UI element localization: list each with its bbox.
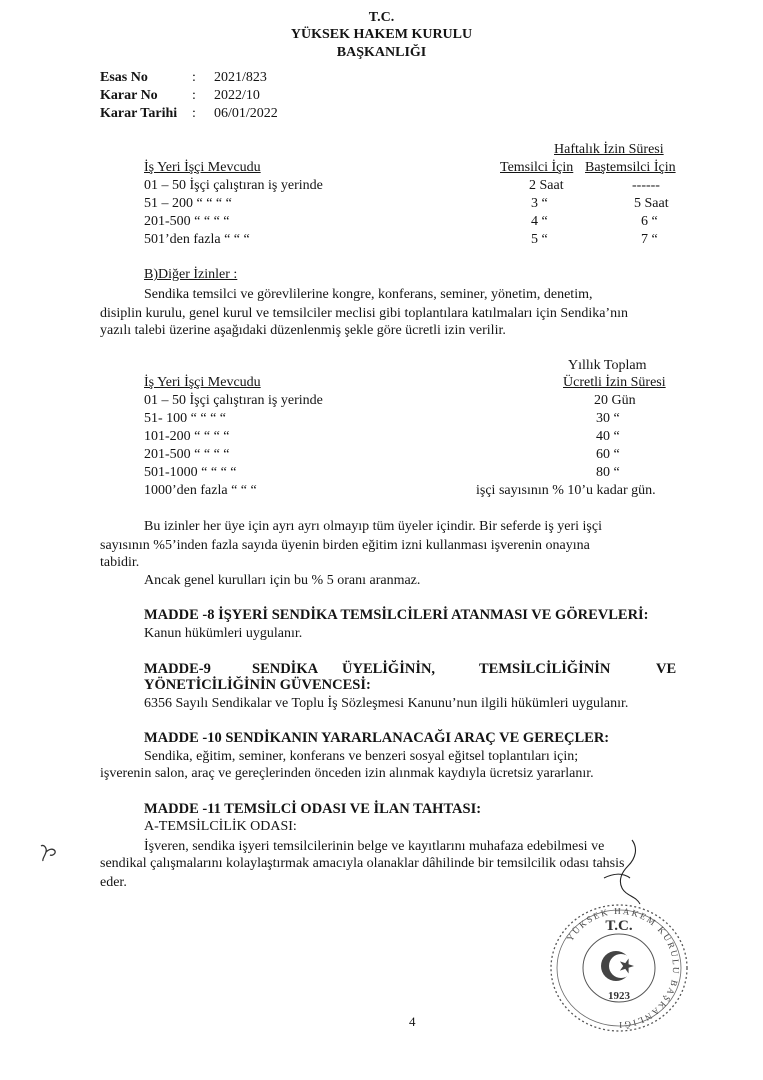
- page-number: 4: [409, 1014, 416, 1029]
- leave-notes-line3: tabidir.: [100, 555, 140, 570]
- article-9-w3: ÜYELİĞİNİN,: [342, 661, 436, 677]
- header-presidency: BAŞKANLIĞI: [336, 45, 427, 60]
- meta-label-karar: Karar No: [100, 88, 158, 103]
- table1-row4-workers: 501’den fazla “ “ “: [144, 232, 250, 247]
- table1-row4-rep: 5 “: [531, 232, 548, 247]
- leave-notes-line1: Bu izinler her üye için ayrı ayrı olmayıp tüm üyeler içindir. Bir seferde iş yeri işçi: [144, 519, 602, 534]
- table1-col-workers: İş Yeri İşçi Mevcudu: [144, 160, 261, 175]
- article-11-subtitle: A-TEMSİLCİLİK ODASI:: [144, 819, 297, 834]
- article-11-line2: sendikal çalışmalarını kolaylaştırmak amacıyla olanaklar dâhilinde bir temsilcilik odası tahsis: [100, 856, 625, 871]
- table2-row5-days: 80 “: [596, 465, 620, 480]
- official-stamp: [546, 900, 692, 1036]
- table2-row1-workers: 01 – 50 İşçi çalıştıran iş yerinde: [144, 393, 323, 408]
- handwritten-mark-icon: [38, 842, 60, 864]
- table1-row1-workers: 01 – 50 İşçi çalıştıran iş yerinde: [144, 178, 323, 193]
- article-11-title: MADDE -11 TEMSİLCİ ODASI VE İLAN TAHTASI:: [144, 801, 482, 817]
- article-9-body: 6356 Sayılı Sendikalar ve Toplu İş Sözleşmesi Kanunu’nun ilgili hükümleri uygulanır.: [144, 696, 629, 711]
- meta-label-tarih: Karar Tarihi: [100, 106, 178, 121]
- article-8-body: Kanun hükümleri uygulanır.: [144, 626, 303, 641]
- table2-header-bottom: Ücretli İzin Süresi: [563, 375, 666, 390]
- other-leaves-line1: Sendika temsilci ve görevlilerine kongre, konferans, seminer, yönetim, denetim,: [144, 287, 593, 302]
- table1-col-head-representative: Baştemsilci İçin: [585, 160, 676, 175]
- table2-row6-workers: 1000’den fazla “ “ “: [144, 483, 257, 498]
- table1-row2-head: 5 Saat: [634, 196, 669, 211]
- table1-row2-workers: 51 – 200 “ “ “ “: [144, 196, 232, 211]
- table2-row4-workers: 201-500 “ “ “ “: [144, 447, 230, 462]
- stamp-tc-text: T.C.: [605, 918, 633, 934]
- table2-row5-workers: 501-1000 “ “ “ “: [144, 465, 237, 480]
- article-9-w4: TEMSİLCİLİĞİNİN: [479, 661, 611, 677]
- article-9-w1: MADDE-9: [144, 661, 211, 677]
- header-institution: YÜKSEK HAKEM KURULU: [290, 27, 473, 42]
- table1-row3-rep: 4 “: [531, 214, 548, 229]
- table2-row3-days: 40 “: [596, 429, 620, 444]
- other-leaves-title: [144, 267, 237, 283]
- meta-value-karar: 2022/10: [214, 88, 260, 103]
- table2-row1-days: 20 Gün: [594, 393, 636, 408]
- article-10-line2: işverenin salon, araç ve gereçlerinden önceden izin alınmak kaydıyla ücretsiz yararlanır.: [100, 766, 594, 781]
- article-9-w5: VE: [656, 661, 677, 677]
- table1-row1-rep: 2 Saat: [529, 178, 564, 193]
- leave-notes-line2: sayısının %5’inden fazla sayıda üyenin birden eğitim izni kullanması işverenin onayına: [100, 538, 590, 553]
- table2-row4-days: 60 “: [596, 447, 620, 462]
- table2-row2-days: 30 “: [596, 411, 620, 426]
- table1-row2-rep: 3 “: [531, 196, 548, 211]
- article-9-w2: SENDİKA: [252, 661, 319, 677]
- table1-group-header: Haftalık İzin Süresi: [554, 142, 664, 157]
- article-8-title: MADDE -8 İŞYERİ SENDİKA TEMSİLCİLERİ ATANMASI VE GÖREVLERİ:: [144, 607, 649, 623]
- other-leaves-line2: disiplin kurulu, genel kurul ve temsilciler meclisi gibi toplantılara katılmaları için Sendika’nın: [100, 306, 628, 321]
- table2-header-top: Yıllık Toplam: [568, 358, 647, 373]
- article-11-line3: eder.: [100, 875, 127, 890]
- table2-col-workers: İş Yeri İşçi Mevcudu: [144, 375, 261, 390]
- article-11-line1: İşveren, sendika işyeri temsilcilerinin belge ve kayıtlarını muhafaza edebilmesi ve: [144, 839, 605, 854]
- other-leaves-line3: yazılı talebi üzerine aşağıdaki düzenlenmiş şekle göre ücretli izin verilir.: [100, 323, 506, 338]
- meta-sep-esas: :: [192, 70, 196, 85]
- stamp-ring-text: YÜKSEK HAKEM KURULU BAŞKANLIĞI: [564, 905, 682, 1031]
- article-10-title: MADDE -10 SENDİKANIN YARARLANACAĞI ARAÇ VE GEREÇLER:: [144, 730, 610, 746]
- table2-row3-workers: 101-200 “ “ “ “: [144, 429, 230, 444]
- table2-row6-days: işçi sayısının % 10’u kadar gün.: [476, 483, 656, 498]
- table1-row4-head: 7 “: [641, 232, 658, 247]
- meta-value-tarih: 06/01/2022: [214, 106, 278, 121]
- table1-row1-head: ------: [632, 178, 660, 193]
- meta-sep-tarih: :: [192, 106, 196, 121]
- article-9-title-line2: YÖNETİCİLİĞİNİN GÜVENCESİ:: [144, 677, 371, 693]
- table1-row3-head: 6 “: [641, 214, 658, 229]
- table1-col-representative: Temsilci İçin: [500, 160, 574, 175]
- table2-row2-workers: 51- 100 “ “ “ “: [144, 411, 227, 426]
- meta-label-esas: Esas No: [100, 70, 148, 85]
- other-leaves-title-text: B)Diğer İzinler :: [144, 267, 238, 282]
- stamp-seal-icon: [546, 900, 692, 1036]
- article-10-line1: Sendika, eğitim, seminer, konferans ve benzeri sosyal eğitsel toplantıları için;: [144, 749, 579, 764]
- stamp-year-text: 1923: [608, 990, 630, 1002]
- meta-value-esas: 2021/823: [214, 70, 267, 85]
- header-tc: T.C.: [368, 10, 395, 25]
- meta-sep-karar: :: [192, 88, 196, 103]
- table1-row3-workers: 201-500 “ “ “ “: [144, 214, 230, 229]
- leave-notes-line4: Ancak genel kurulları için bu % 5 oranı aranmaz.: [144, 573, 421, 588]
